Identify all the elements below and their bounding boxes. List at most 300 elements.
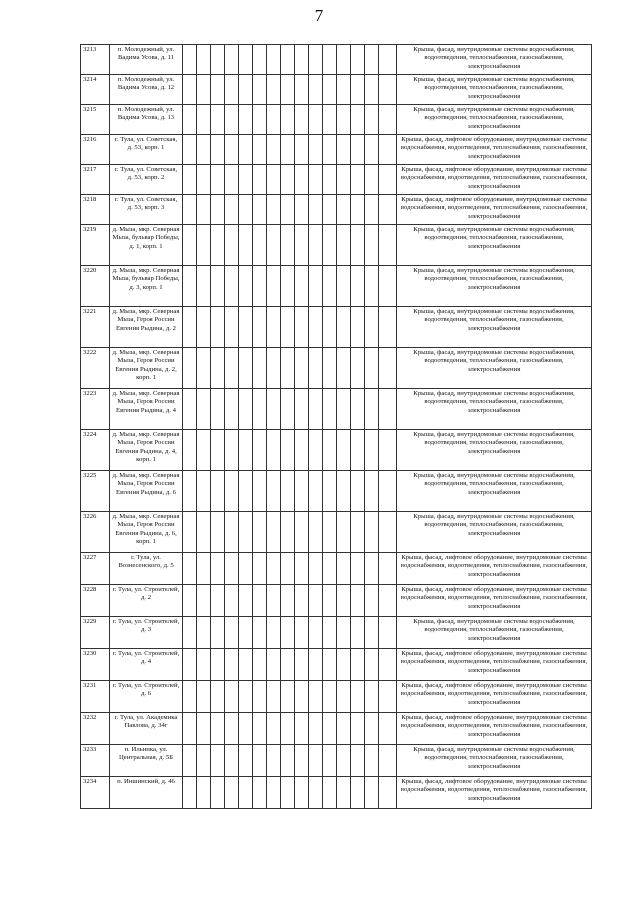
empty-cell bbox=[365, 195, 379, 225]
table-row bbox=[81, 266, 592, 307]
empty-cell bbox=[239, 713, 253, 745]
empty-cell bbox=[183, 553, 197, 585]
empty-cell bbox=[225, 307, 239, 348]
empty-cell bbox=[267, 195, 281, 225]
row-works: Крыша, фасад, лифтовое оборудование, внутридомовые системы водоснабжения, водоотведения, теплоснабжения, газоснабжения, электроснабжения bbox=[397, 585, 592, 617]
table-row bbox=[81, 430, 592, 471]
row-works: Крыша, фасад, лифтовое оборудование, внутридомовые системы водоснабжения, водоотведения, теплоснабжения, газоснабжения, электроснабжения bbox=[397, 195, 592, 225]
empty-cell bbox=[197, 135, 211, 165]
empty-cell bbox=[309, 195, 323, 225]
empty-cell bbox=[323, 266, 337, 307]
empty-cell bbox=[253, 649, 267, 681]
empty-cell bbox=[197, 553, 211, 585]
empty-cell bbox=[239, 681, 253, 713]
row-works: Крыша, фасад, внутридомовые системы водоснабжения, водоотведения, теплоснабжения, газоснабжения, электроснабжения bbox=[397, 512, 592, 553]
empty-cell bbox=[351, 512, 365, 553]
row-address: г. Тула, ул. Строителей, д. 2 bbox=[110, 585, 183, 617]
row-number: 3234 bbox=[81, 777, 110, 809]
row-number: 3219 bbox=[81, 225, 110, 266]
empty-cell bbox=[211, 348, 225, 389]
empty-cell bbox=[253, 512, 267, 553]
row-number: 3229 bbox=[81, 617, 110, 649]
empty-cell bbox=[323, 512, 337, 553]
empty-cell bbox=[295, 553, 309, 585]
empty-cell bbox=[337, 348, 351, 389]
table-row bbox=[81, 105, 592, 135]
empty-cell bbox=[197, 165, 211, 195]
empty-cell bbox=[239, 512, 253, 553]
empty-cell bbox=[253, 195, 267, 225]
empty-cell bbox=[379, 553, 397, 585]
table-row bbox=[81, 75, 592, 105]
row-address: п. Иншинский, д. 46 bbox=[110, 777, 183, 809]
table-row bbox=[81, 777, 592, 809]
empty-cell bbox=[295, 225, 309, 266]
empty-cell bbox=[351, 348, 365, 389]
empty-cell bbox=[309, 471, 323, 512]
empty-cell bbox=[281, 135, 295, 165]
empty-cell bbox=[253, 681, 267, 713]
row-works: Крыша, фасад, лифтовое оборудование, внутридомовые системы водоснабжения, водоотведения, теплоснабжения, газоснабжения, электроснабжения bbox=[397, 681, 592, 713]
empty-cell bbox=[351, 225, 365, 266]
empty-cell bbox=[365, 225, 379, 266]
empty-cell bbox=[351, 553, 365, 585]
row-number: 3215 bbox=[81, 105, 110, 135]
empty-cell bbox=[323, 165, 337, 195]
row-address: п. Молодежный, ул. Вадима Усова, д. 13 bbox=[110, 105, 183, 135]
row-address: г. Тула, ул. Строителей, д. 3 bbox=[110, 617, 183, 649]
empty-cell bbox=[183, 105, 197, 135]
empty-cell bbox=[323, 307, 337, 348]
empty-cell bbox=[239, 745, 253, 777]
empty-cell bbox=[323, 348, 337, 389]
empty-cell bbox=[295, 512, 309, 553]
empty-cell bbox=[183, 348, 197, 389]
row-address: д. Мыза, мкр. Северная Мыза, Героя России Евгения Рыдина, д. 2 bbox=[110, 307, 183, 348]
empty-cell bbox=[337, 512, 351, 553]
empty-cell bbox=[225, 713, 239, 745]
repair-registry-table bbox=[80, 44, 592, 809]
row-works: Крыша, фасад, лифтовое оборудование, внутридомовые системы водоснабжения, водоотведения, теплоснабжения, газоснабжения, электроснабжения bbox=[397, 135, 592, 165]
row-number: 3216 bbox=[81, 135, 110, 165]
row-address: д. Мыза, мкр. Северная Мыза, Героя России Евгения Рыдина, д. 2, корп. 1 bbox=[110, 348, 183, 389]
empty-cell bbox=[281, 471, 295, 512]
empty-cell bbox=[351, 430, 365, 471]
empty-cell bbox=[225, 745, 239, 777]
empty-cell bbox=[309, 225, 323, 266]
empty-cell bbox=[365, 471, 379, 512]
empty-cell bbox=[267, 553, 281, 585]
empty-cell bbox=[253, 307, 267, 348]
row-address: г. Тула, ул. Советская, д. 53, корп. 3 bbox=[110, 195, 183, 225]
row-address: д. Мыза, мкр. Северная Мыза, бульвар Победы, д. 1, корп. 1 bbox=[110, 225, 183, 266]
empty-cell bbox=[365, 553, 379, 585]
row-number: 3225 bbox=[81, 471, 110, 512]
empty-cell bbox=[309, 165, 323, 195]
row-address: г. Тула, ул. Советская, д. 53, корп. 2 bbox=[110, 165, 183, 195]
empty-cell bbox=[197, 348, 211, 389]
empty-cell bbox=[323, 649, 337, 681]
empty-cell bbox=[225, 348, 239, 389]
empty-cell bbox=[323, 553, 337, 585]
empty-cell bbox=[281, 165, 295, 195]
empty-cell bbox=[197, 681, 211, 713]
empty-cell bbox=[267, 135, 281, 165]
empty-cell bbox=[351, 471, 365, 512]
empty-cell bbox=[197, 777, 211, 809]
empty-cell bbox=[211, 649, 225, 681]
empty-cell bbox=[197, 195, 211, 225]
empty-cell bbox=[337, 45, 351, 75]
row-address: д. Мыза, мкр. Северная Мыза, Героя России Евгения Рыдина, д. 4 bbox=[110, 389, 183, 430]
empty-cell bbox=[309, 777, 323, 809]
empty-cell bbox=[239, 617, 253, 649]
empty-cell bbox=[309, 307, 323, 348]
empty-cell bbox=[267, 165, 281, 195]
empty-cell bbox=[337, 617, 351, 649]
empty-cell bbox=[323, 430, 337, 471]
table-row bbox=[81, 585, 592, 617]
empty-cell bbox=[323, 585, 337, 617]
table-row bbox=[81, 348, 592, 389]
row-address: д. Мыза, мкр. Северная Мыза, Героя России Евгения Рыдина, д. 6, корп. 1 bbox=[110, 512, 183, 553]
table-row bbox=[81, 307, 592, 348]
empty-cell bbox=[197, 266, 211, 307]
empty-cell bbox=[295, 45, 309, 75]
row-works: Крыша, фасад, внутридомовые системы водоснабжения, водоотведения, теплоснабжения, газоснабжения, электроснабжения bbox=[397, 745, 592, 777]
row-number: 3221 bbox=[81, 307, 110, 348]
empty-cell bbox=[225, 75, 239, 105]
empty-cell bbox=[295, 745, 309, 777]
row-address: д. Мыза, мкр. Северная Мыза, Героя России Евгения Рыдина, д. 6 bbox=[110, 471, 183, 512]
empty-cell bbox=[253, 266, 267, 307]
empty-cell bbox=[379, 617, 397, 649]
empty-cell bbox=[351, 135, 365, 165]
empty-cell bbox=[323, 135, 337, 165]
empty-cell bbox=[239, 105, 253, 135]
empty-cell bbox=[365, 266, 379, 307]
empty-cell bbox=[211, 165, 225, 195]
empty-cell bbox=[267, 105, 281, 135]
empty-cell bbox=[351, 45, 365, 75]
empty-cell bbox=[323, 745, 337, 777]
empty-cell bbox=[183, 512, 197, 553]
empty-cell bbox=[197, 649, 211, 681]
row-works: Крыша, фасад, внутридомовые системы водоснабжения, водоотведения, теплоснабжения, газоснабжения, электроснабжения bbox=[397, 225, 592, 266]
empty-cell bbox=[337, 745, 351, 777]
empty-cell bbox=[365, 512, 379, 553]
empty-cell bbox=[267, 389, 281, 430]
empty-cell bbox=[281, 45, 295, 75]
empty-cell bbox=[309, 713, 323, 745]
row-works: Крыша, фасад, внутридомовые системы водоснабжения, водоотведения, теплоснабжения, газоснабжения, электроснабжения bbox=[397, 389, 592, 430]
empty-cell bbox=[281, 681, 295, 713]
empty-cell bbox=[379, 307, 397, 348]
empty-cell bbox=[281, 512, 295, 553]
empty-cell bbox=[183, 617, 197, 649]
row-number: 3231 bbox=[81, 681, 110, 713]
empty-cell bbox=[197, 389, 211, 430]
empty-cell bbox=[281, 777, 295, 809]
empty-cell bbox=[295, 105, 309, 135]
empty-cell bbox=[211, 745, 225, 777]
empty-cell bbox=[211, 617, 225, 649]
empty-cell bbox=[225, 553, 239, 585]
empty-cell bbox=[281, 585, 295, 617]
empty-cell bbox=[351, 105, 365, 135]
empty-cell bbox=[351, 585, 365, 617]
empty-cell bbox=[281, 713, 295, 745]
empty-cell bbox=[253, 430, 267, 471]
row-number: 3232 bbox=[81, 713, 110, 745]
empty-cell bbox=[337, 681, 351, 713]
empty-cell bbox=[365, 348, 379, 389]
row-number: 3227 bbox=[81, 553, 110, 585]
empty-cell bbox=[197, 745, 211, 777]
empty-cell bbox=[211, 681, 225, 713]
empty-cell bbox=[267, 512, 281, 553]
empty-cell bbox=[183, 165, 197, 195]
empty-cell bbox=[309, 745, 323, 777]
row-address: г. Тула, ул. Академика Павлова, д. 34г bbox=[110, 713, 183, 745]
empty-cell bbox=[295, 266, 309, 307]
empty-cell bbox=[337, 195, 351, 225]
empty-cell bbox=[211, 307, 225, 348]
empty-cell bbox=[379, 348, 397, 389]
empty-cell bbox=[365, 75, 379, 105]
row-number: 3224 bbox=[81, 430, 110, 471]
empty-cell bbox=[281, 430, 295, 471]
empty-cell bbox=[323, 777, 337, 809]
empty-cell bbox=[239, 195, 253, 225]
empty-cell bbox=[337, 165, 351, 195]
empty-cell bbox=[309, 389, 323, 430]
row-number: 3223 bbox=[81, 389, 110, 430]
empty-cell bbox=[211, 45, 225, 75]
table-row bbox=[81, 617, 592, 649]
row-number: 3220 bbox=[81, 266, 110, 307]
empty-cell bbox=[211, 553, 225, 585]
empty-cell bbox=[337, 649, 351, 681]
empty-cell bbox=[211, 389, 225, 430]
empty-cell bbox=[281, 745, 295, 777]
row-works: Крыша, фасад, внутридомовые системы водоснабжения, водоотведения, теплоснабжения, газоснабжения, электроснабжения bbox=[397, 105, 592, 135]
empty-cell bbox=[309, 617, 323, 649]
empty-cell bbox=[379, 471, 397, 512]
empty-cell bbox=[239, 135, 253, 165]
empty-cell bbox=[197, 471, 211, 512]
empty-cell bbox=[225, 225, 239, 266]
empty-cell bbox=[337, 585, 351, 617]
empty-cell bbox=[225, 195, 239, 225]
empty-cell bbox=[183, 430, 197, 471]
empty-cell bbox=[323, 389, 337, 430]
empty-cell bbox=[183, 307, 197, 348]
empty-cell bbox=[309, 135, 323, 165]
empty-cell bbox=[225, 165, 239, 195]
empty-cell bbox=[295, 307, 309, 348]
row-address: г. Тула, ул. Строителей, д. 6 bbox=[110, 681, 183, 713]
empty-cell bbox=[239, 225, 253, 266]
empty-cell bbox=[281, 553, 295, 585]
empty-cell bbox=[239, 348, 253, 389]
empty-cell bbox=[253, 777, 267, 809]
empty-cell bbox=[197, 225, 211, 266]
row-number: 3213 bbox=[81, 45, 110, 75]
empty-cell bbox=[267, 713, 281, 745]
empty-cell bbox=[183, 389, 197, 430]
empty-cell bbox=[239, 430, 253, 471]
empty-cell bbox=[225, 45, 239, 75]
empty-cell bbox=[309, 45, 323, 75]
row-works: Крыша, фасад, внутридомовые системы водоснабжения, водоотведения, теплоснабжения, газоснабжения, электроснабжения bbox=[397, 307, 592, 348]
empty-cell bbox=[281, 617, 295, 649]
row-address: д. Мыза, мкр. Северная Мыза, бульвар Победы, д. 3, корп. 1 bbox=[110, 266, 183, 307]
empty-cell bbox=[225, 777, 239, 809]
empty-cell bbox=[379, 389, 397, 430]
row-works: Крыша, фасад, лифтовое оборудование, внутридомовые системы водоснабжения, водоотведения, теплоснабжения, газоснабжения, электроснабжения bbox=[397, 553, 592, 585]
empty-cell bbox=[239, 45, 253, 75]
empty-cell bbox=[197, 713, 211, 745]
empty-cell bbox=[365, 617, 379, 649]
empty-cell bbox=[267, 430, 281, 471]
empty-cell bbox=[365, 745, 379, 777]
empty-cell bbox=[295, 777, 309, 809]
table-row bbox=[81, 681, 592, 713]
empty-cell bbox=[183, 681, 197, 713]
row-number: 3214 bbox=[81, 75, 110, 105]
row-number: 3230 bbox=[81, 649, 110, 681]
empty-cell bbox=[211, 266, 225, 307]
row-address: п. Молодежный, ул. Вадима Усова, д. 12 bbox=[110, 75, 183, 105]
empty-cell bbox=[337, 389, 351, 430]
empty-cell bbox=[211, 75, 225, 105]
empty-cell bbox=[253, 225, 267, 266]
empty-cell bbox=[197, 430, 211, 471]
empty-cell bbox=[309, 553, 323, 585]
empty-cell bbox=[267, 649, 281, 681]
empty-cell bbox=[197, 75, 211, 105]
row-number: 3222 bbox=[81, 348, 110, 389]
empty-cell bbox=[267, 681, 281, 713]
row-number: 3218 bbox=[81, 195, 110, 225]
empty-cell bbox=[323, 617, 337, 649]
empty-cell bbox=[295, 430, 309, 471]
empty-cell bbox=[365, 105, 379, 135]
empty-cell bbox=[365, 649, 379, 681]
empty-cell bbox=[183, 75, 197, 105]
table-row bbox=[81, 713, 592, 745]
empty-cell bbox=[183, 585, 197, 617]
table-row bbox=[81, 389, 592, 430]
empty-cell bbox=[253, 713, 267, 745]
empty-cell bbox=[225, 471, 239, 512]
row-number: 3226 bbox=[81, 512, 110, 553]
empty-cell bbox=[267, 777, 281, 809]
empty-cell bbox=[211, 225, 225, 266]
empty-cell bbox=[337, 430, 351, 471]
row-works: Крыша, фасад, лифтовое оборудование, внутридомовые системы водоснабжения, водоотведения, теплоснабжения, газоснабжения, электроснабжения bbox=[397, 777, 592, 809]
empty-cell bbox=[337, 135, 351, 165]
empty-cell bbox=[379, 195, 397, 225]
empty-cell bbox=[337, 777, 351, 809]
empty-cell bbox=[309, 649, 323, 681]
empty-cell bbox=[337, 225, 351, 266]
empty-cell bbox=[379, 430, 397, 471]
empty-cell bbox=[281, 266, 295, 307]
empty-cell bbox=[211, 512, 225, 553]
empty-cell bbox=[253, 75, 267, 105]
empty-cell bbox=[239, 165, 253, 195]
empty-cell bbox=[225, 681, 239, 713]
row-works: Крыша, фасад, внутридомовые системы водоснабжения, водоотведения, теплоснабжения, газоснабжения, электроснабжения bbox=[397, 617, 592, 649]
empty-cell bbox=[309, 585, 323, 617]
empty-cell bbox=[281, 389, 295, 430]
empty-cell bbox=[337, 713, 351, 745]
empty-cell bbox=[253, 745, 267, 777]
empty-cell bbox=[281, 105, 295, 135]
empty-cell bbox=[225, 649, 239, 681]
empty-cell bbox=[281, 75, 295, 105]
empty-cell bbox=[365, 777, 379, 809]
empty-cell bbox=[197, 585, 211, 617]
empty-cell bbox=[351, 266, 365, 307]
row-address: г. Тула, ул. Советская, д. 53, корп. 1 bbox=[110, 135, 183, 165]
empty-cell bbox=[351, 389, 365, 430]
table-row bbox=[81, 195, 592, 225]
empty-cell bbox=[295, 649, 309, 681]
empty-cell bbox=[337, 553, 351, 585]
empty-cell bbox=[239, 266, 253, 307]
empty-cell bbox=[197, 105, 211, 135]
table-row bbox=[81, 553, 592, 585]
empty-cell bbox=[267, 45, 281, 75]
empty-cell bbox=[197, 45, 211, 75]
empty-cell bbox=[309, 430, 323, 471]
empty-cell bbox=[197, 617, 211, 649]
empty-cell bbox=[253, 348, 267, 389]
empty-cell bbox=[295, 681, 309, 713]
empty-cell bbox=[379, 512, 397, 553]
empty-cell bbox=[253, 105, 267, 135]
row-works: Крыша, фасад, внутридомовые системы водоснабжения, водоотведения, теплоснабжения, газоснабжения, электроснабжения bbox=[397, 471, 592, 512]
empty-cell bbox=[281, 348, 295, 389]
empty-cell bbox=[281, 225, 295, 266]
row-works: Крыша, фасад, лифтовое оборудование, внутридомовые системы водоснабжения, водоотведения, теплоснабжения, газоснабжения, электроснабжения bbox=[397, 165, 592, 195]
empty-cell bbox=[379, 135, 397, 165]
empty-cell bbox=[365, 681, 379, 713]
empty-cell bbox=[351, 649, 365, 681]
empty-cell bbox=[239, 585, 253, 617]
empty-cell bbox=[337, 105, 351, 135]
empty-cell bbox=[323, 713, 337, 745]
table-row bbox=[81, 165, 592, 195]
empty-cell bbox=[365, 165, 379, 195]
empty-cell bbox=[323, 45, 337, 75]
empty-cell bbox=[379, 713, 397, 745]
empty-cell bbox=[211, 777, 225, 809]
empty-cell bbox=[183, 713, 197, 745]
row-address: п. Молодежный, ул. Вадима Усова, д. 11 bbox=[110, 45, 183, 75]
empty-cell bbox=[281, 649, 295, 681]
empty-cell bbox=[211, 713, 225, 745]
table-body bbox=[81, 45, 592, 809]
empty-cell bbox=[351, 307, 365, 348]
empty-cell bbox=[211, 135, 225, 165]
empty-cell bbox=[295, 389, 309, 430]
empty-cell bbox=[295, 585, 309, 617]
empty-cell bbox=[337, 75, 351, 105]
